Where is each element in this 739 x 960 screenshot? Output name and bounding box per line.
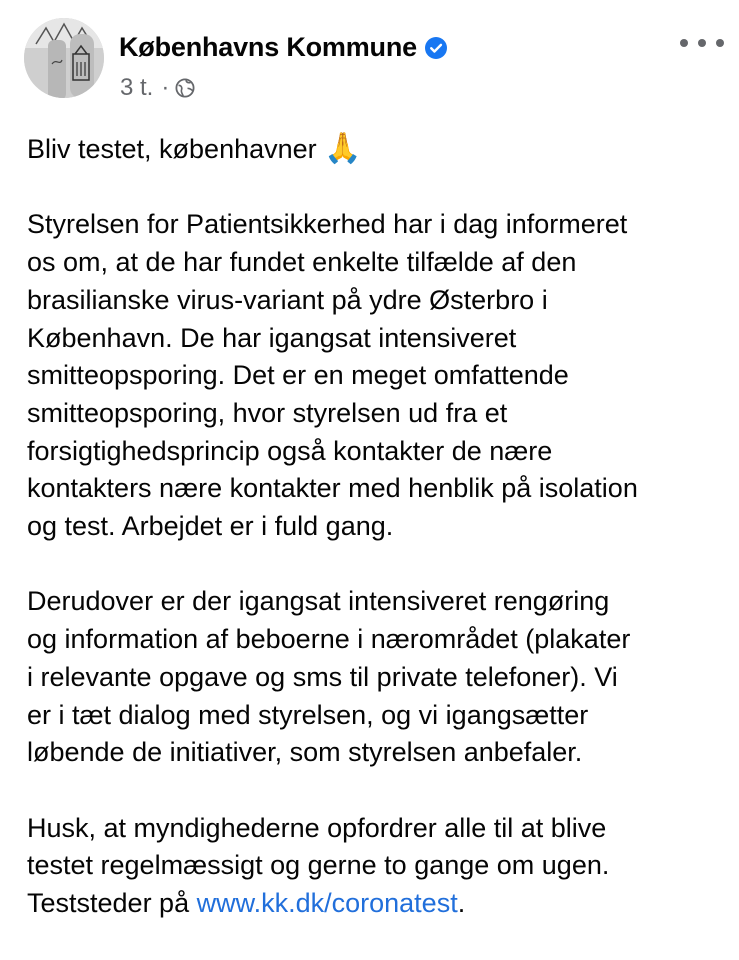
more-options-icon[interactable] — [680, 32, 724, 54]
post-body — [27, 130, 727, 923]
post-meta — [120, 74, 195, 102]
coronatest-link[interactable]: www.kk.dk/coronatest — [196, 888, 458, 919]
post-paragraph-3-text: Husk, at myndighederne opfordrer alle til at blive testet regelmæssigt og gerne to gange om ugen. — [27, 812, 610, 881]
post-timestamp[interactable]: 3 t. — [120, 74, 154, 101]
post-headline — [27, 130, 727, 169]
post-header — [24, 18, 724, 104]
meta-separator: · — [161, 74, 170, 101]
post-headline-text: Bliv testet, københavner — [27, 134, 317, 164]
post-paragraph-2: Derudover er der igangsat intensiveret rengøring og information af beboerne i nærområdet (plakater i relevante opgave og sms til private telefoner). Vi er i tæt dialog med styrelsen, og vi igangsætter løbende de initiativer, som styrelsen anbefaler. — [27, 586, 631, 768]
globe-icon[interactable] — [175, 78, 195, 98]
page-profile-picture — [24, 18, 104, 98]
post-paragraph-1: Styrelsen for Patientsikkerhed har i dag informeret os om, at de har fundet enkelte tilfælde af den brasilianske virus-variant på ydre Østerbro i København. De har igangsat intensiveret smitteopsporing. Det er en meget omfattende smitteopsporing, hvor styrelsen ud fra et forsigtighedsprincip også kontakter de nære kontakters nære kontakter med henblik på isolation og test. Arbejdet er i fuld gang. — [27, 209, 638, 542]
more-dot — [680, 39, 688, 47]
verified-badge-icon — [425, 37, 447, 59]
post-paragraph-3-suffix: . — [457, 888, 466, 919]
folded-hands-emoji: 🙏 — [324, 131, 362, 166]
post-paragraph-3-prefix: Teststeder på — [27, 888, 197, 919]
post-paragraph-3 — [27, 810, 727, 923]
more-dot — [716, 39, 724, 47]
avatar[interactable] — [24, 18, 104, 98]
post-author[interactable] — [119, 32, 447, 63]
post-author-name[interactable]: Københavns Kommune — [119, 32, 417, 62]
more-dot — [698, 39, 706, 47]
